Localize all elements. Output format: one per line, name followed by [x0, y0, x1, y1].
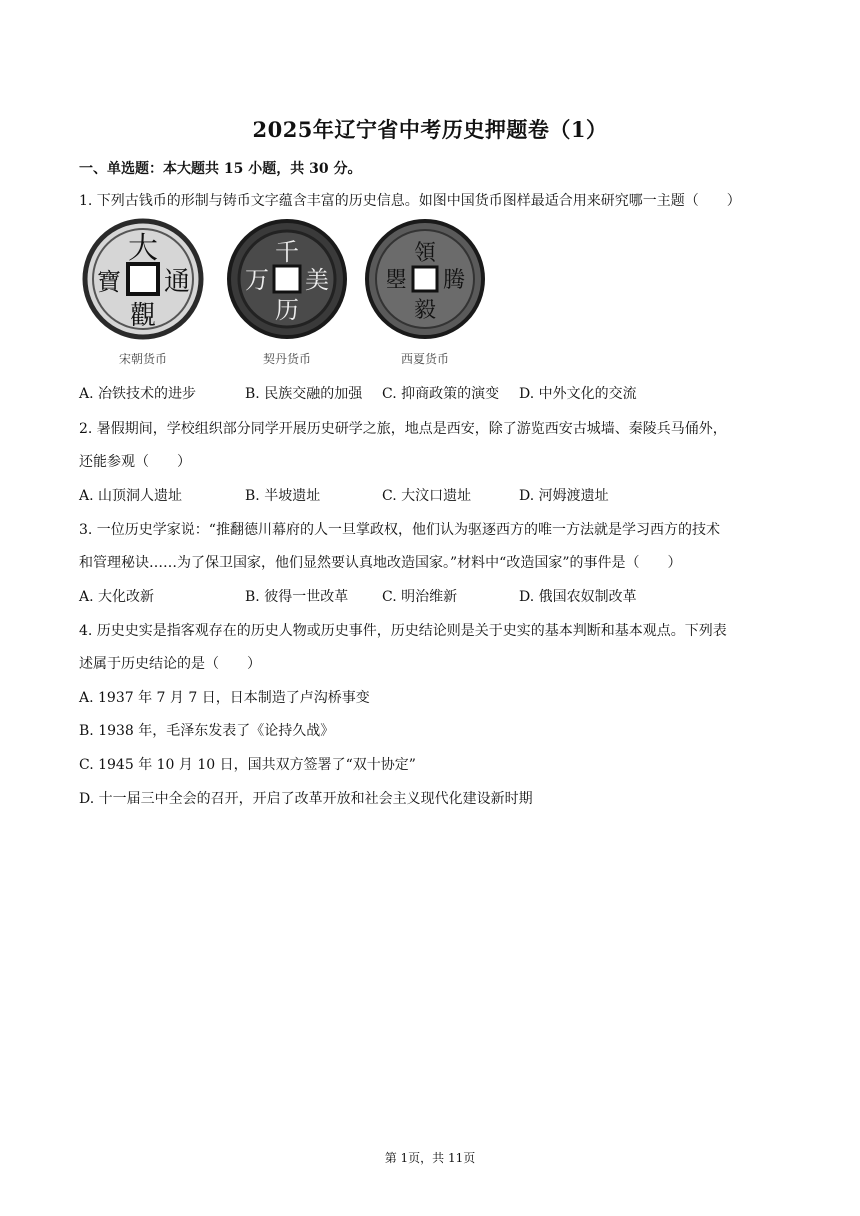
option-d[interactable]: D. 十一届三中全会的召开，开启了改革开放和社会主义现代化建设新时期 [79, 791, 533, 807]
song-coin-char-bottom: 觀 [129, 301, 157, 331]
option-d[interactable]: D. 中外文化的交流 [519, 386, 637, 402]
option-b[interactable]: B. 1938 年，毛泽东发表了《论持久战》 [79, 723, 335, 739]
option-c[interactable]: C. 大汶口遗址 [382, 488, 472, 504]
xixia-coin-char-right: 腾 [442, 268, 466, 293]
khitan-coin-char-bottom: 历 [275, 296, 299, 324]
khitan-coin-caption: 契丹货币 [262, 352, 311, 366]
option-a[interactable]: A. 冶铁技术的进步 [79, 386, 197, 402]
option-a[interactable]: A. 山顶洞人遗址 [79, 488, 183, 504]
xixia-coin-figure [361, 218, 489, 367]
question-1-options [79, 383, 637, 403]
option-c[interactable]: C. 明治维新 [382, 589, 458, 605]
xixia-coin-char-left: 瞾 [384, 268, 408, 293]
question-2-stem-line-2: 还能参观（ ） [79, 454, 191, 470]
song-coin-figure [79, 218, 207, 367]
song-coin-char-top: 大 [128, 231, 158, 266]
question-4-stem-line-1: 4. 历史史实是指客观存在的历史人物或历史事件，历史结论则是关于史实的基本判断和基本观点。下列表 [79, 623, 727, 639]
option-d[interactable]: D. 河姆渡遗址 [519, 488, 609, 504]
question-3-stem-line-2: 和管理秘诀……为了保卫国家，他们显然要认真地改造国家。”材料中“改造国家”的事件是（ ） [79, 555, 682, 571]
option-d[interactable]: D. 俄国农奴制改革 [519, 589, 637, 605]
xixia-coin-caption: 西夏货币 [400, 352, 449, 366]
xixia-coin-char-bottom: 毅 [413, 298, 437, 323]
option-b[interactable]: B. 民族交融的加强 [245, 386, 363, 402]
question-2-options [79, 485, 609, 505]
section-heading: 一、单选题：本大题共 15 小题，共 30 分。 [79, 161, 362, 177]
page-footer: 第 1页，共 11页 [384, 1151, 476, 1165]
khitan-coin-char-left: 万 [245, 266, 269, 294]
option-b[interactable]: B. 彼得一世改革 [245, 589, 349, 605]
exam-title: 2025年辽宁省中考历史押题卷（1） [252, 117, 608, 142]
option-a[interactable]: A. 大化改新 [79, 589, 155, 605]
xixia-coin-char-top: 領 [413, 241, 437, 266]
khitan-coin-figure [223, 218, 351, 367]
option-c[interactable]: C. 1945 年 10 月 10 日，国共双方签署了“双十协定” [79, 757, 416, 773]
song-coin-char-left: 寶 [97, 268, 121, 296]
song-coin-caption: 宋朝货币 [118, 352, 167, 366]
khitan-coin-char-right: 美 [305, 266, 329, 294]
khitan-coin-char-top: 千 [275, 238, 299, 266]
option-c[interactable]: C. 抑商政策的演变 [382, 386, 500, 402]
song-coin-image [79, 218, 207, 340]
song-coin-char-right: 通 [163, 267, 191, 297]
option-a[interactable]: A. 1937 年 7 月 7 日，日本制造了卢沟桥事变 [79, 690, 370, 706]
coin-images [79, 218, 499, 374]
question-1-stem: 1. 下列古钱币的形制与铸币文字蕴含丰富的历史信息。如图中国货币图样最适合用来研究哪一主题（ ） [79, 193, 741, 209]
xixia-coin-image [361, 218, 489, 340]
question-2-stem-line-1: 2. 暑假期间，学校组织部分同学开展历史研学之旅，地点是西安，除了游览西安古城墙、秦陵兵马俑外， [79, 421, 727, 437]
question-4-stem-line-2: 述属于历史结论的是（ ） [79, 656, 261, 672]
khitan-coin-image [223, 218, 351, 340]
question-3-options [79, 586, 637, 606]
option-b[interactable]: B. 半坡遗址 [245, 488, 321, 504]
question-3-stem-line-1: 3. 一位历史学家说：“推翻德川幕府的人一旦掌政权，他们认为驱逐西方的唯一方法就是学习西方的技术 [79, 522, 720, 538]
